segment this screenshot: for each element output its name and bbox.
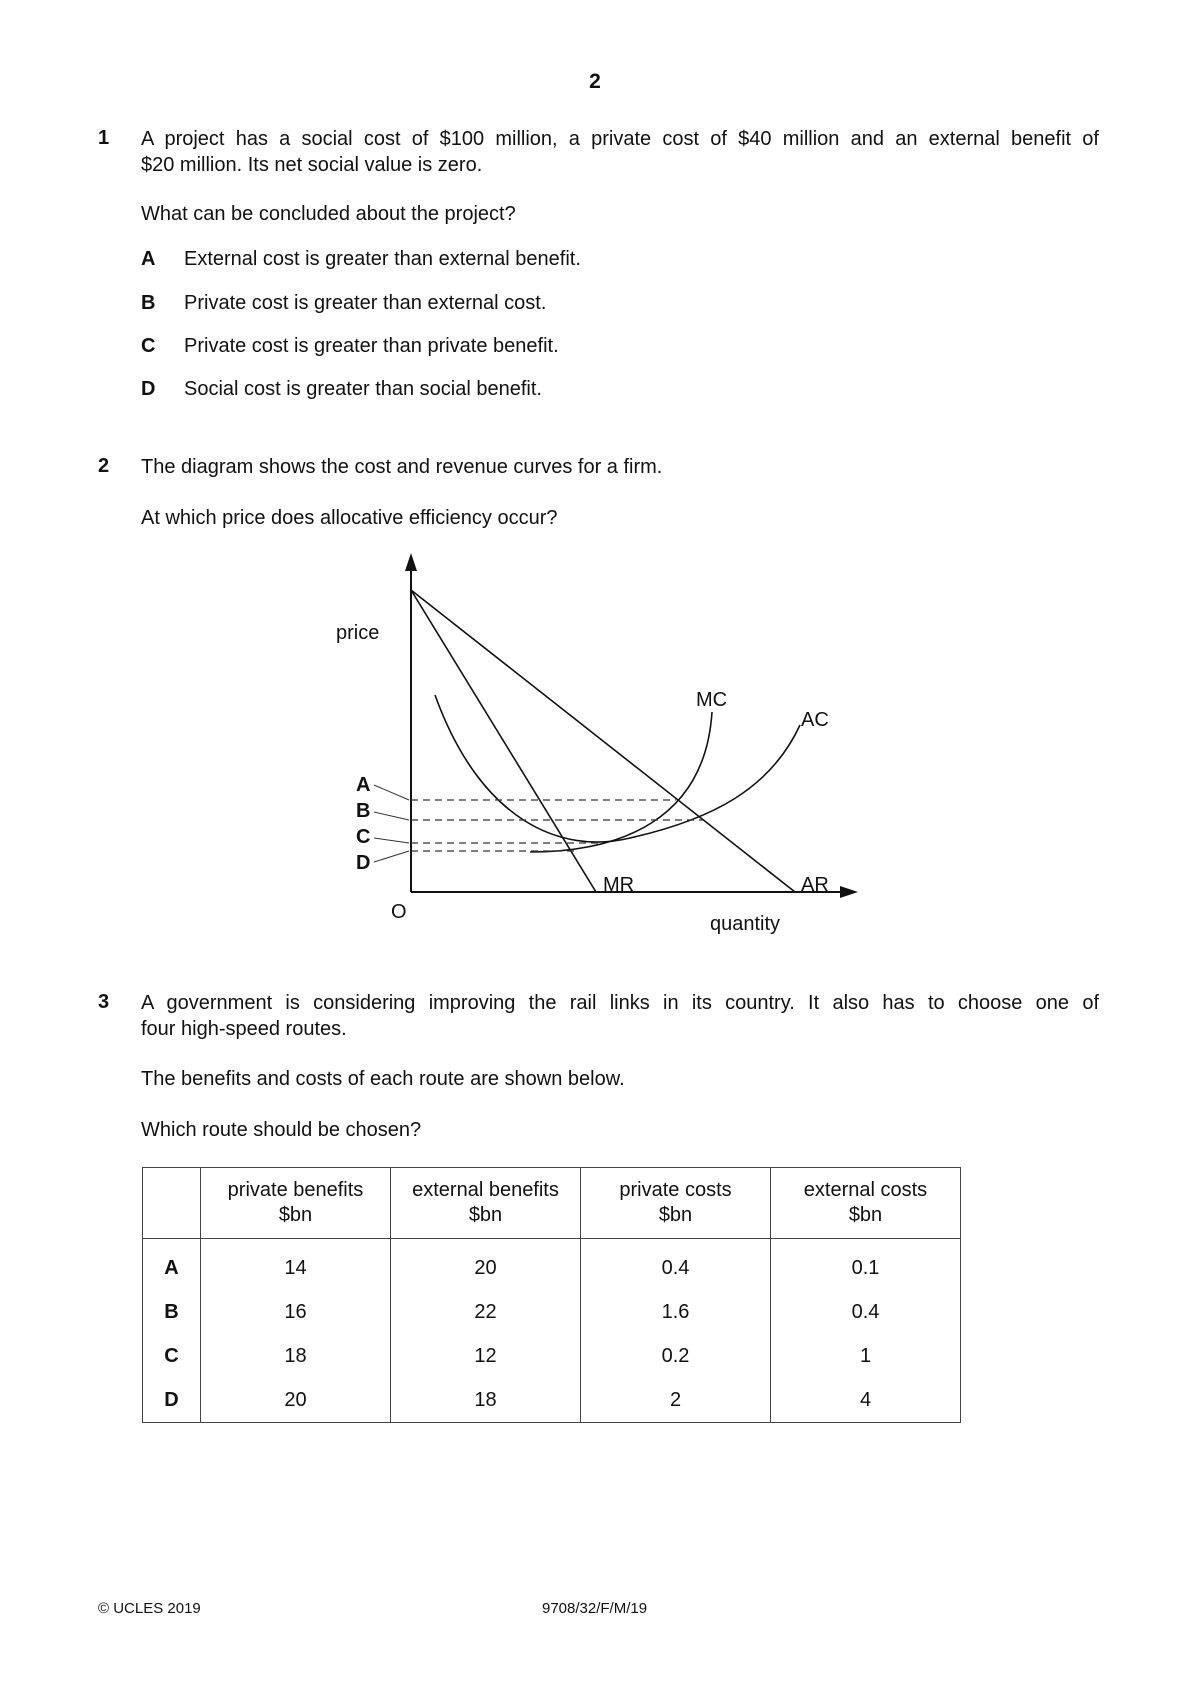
- question-2-number: 2: [98, 455, 110, 477]
- header-unit: $bn: [468, 1204, 503, 1226]
- leader-b: [374, 812, 409, 820]
- table-row: [143, 1290, 961, 1334]
- question-3-line-1: A government is considering improving the rail links in its country. It also has to choose one of: [141, 992, 1099, 1014]
- table-cell: 4: [771, 1378, 961, 1423]
- header-line: external benefits: [412, 1179, 559, 1201]
- price-label-a: A: [356, 774, 371, 796]
- footer-paper-code: 9708/32/F/M/19: [542, 1600, 648, 1617]
- option-text: Social cost is greater than social benefit.: [184, 378, 542, 400]
- question-2-prompt: At which price does allocative efficiency occur?: [141, 507, 558, 529]
- option-text: External cost is greater than external benefit.: [184, 248, 581, 270]
- footer-copyright: © UCLES 2019: [98, 1600, 201, 1617]
- option-letter: B: [141, 292, 156, 314]
- question-1-prompt: What can be concluded about the project?: [141, 203, 516, 225]
- table-cell: 0.1: [771, 1239, 961, 1291]
- row-label: A: [143, 1239, 201, 1291]
- table-cell: 20: [201, 1378, 391, 1423]
- table-row: [143, 1334, 961, 1378]
- row-label: B: [143, 1290, 201, 1334]
- table-cell: 0.2: [581, 1334, 771, 1378]
- table-header-cell: [581, 1168, 771, 1239]
- header-unit: $bn: [658, 1204, 693, 1226]
- table-cell: 18: [201, 1334, 391, 1378]
- page-number: 2: [589, 70, 601, 93]
- y-axis-arrow: [405, 553, 417, 571]
- question-1-line-2: $20 million. Its net social value is zero.: [141, 154, 483, 176]
- ac-label: AC: [801, 709, 829, 731]
- table-cell: 14: [201, 1239, 391, 1291]
- option-letter: D: [141, 378, 156, 400]
- table-cell: 18: [391, 1378, 581, 1423]
- header-unit: $bn: [848, 1204, 883, 1226]
- question-3-intro: The benefits and costs of each route are shown below.: [141, 1068, 625, 1090]
- table-header-cell: [201, 1168, 391, 1239]
- leader-a: [374, 785, 409, 800]
- table-cell: 12: [391, 1334, 581, 1378]
- table-cell: 1.6: [581, 1290, 771, 1334]
- table-cell: 20: [391, 1239, 581, 1291]
- price-label-d: D: [356, 852, 371, 874]
- ar-curve: [411, 590, 795, 892]
- table-header-row: [143, 1168, 961, 1239]
- mc-curve: [530, 712, 712, 852]
- price-label-c: C: [356, 826, 371, 848]
- table-cell: 16: [201, 1290, 391, 1334]
- table-row: [143, 1378, 961, 1423]
- y-axis-label: price: [336, 622, 380, 644]
- header-line: private benefits: [227, 1179, 364, 1201]
- question-1-number: 1: [98, 127, 110, 149]
- table-cell: 2: [581, 1378, 771, 1423]
- option-text: Private cost is greater than external cost.: [184, 292, 547, 314]
- mr-label: MR: [603, 874, 635, 896]
- option-letter: A: [141, 248, 156, 270]
- table-corner-cell: [143, 1168, 201, 1239]
- table-header-cell: [771, 1168, 961, 1239]
- table-cell: 0.4: [771, 1290, 961, 1334]
- table-cell: 22: [391, 1290, 581, 1334]
- routes-table: [142, 1167, 961, 1423]
- mc-label: MC: [696, 689, 728, 711]
- x-axis-arrow: [840, 886, 858, 898]
- table-cell: 0.4: [581, 1239, 771, 1291]
- leader-c: [374, 838, 409, 843]
- option-letter: C: [141, 335, 156, 357]
- origin-label: O: [391, 901, 407, 923]
- question-3-line-2: four high-speed routes.: [141, 1018, 347, 1040]
- row-label: D: [143, 1378, 201, 1423]
- x-axis-label: quantity: [710, 913, 781, 935]
- leader-d: [374, 851, 409, 862]
- question-1-line-1: A project has a social cost of $100 million, a private cost of $40 million and an external benefit of: [141, 128, 1099, 150]
- ar-label: AR: [801, 874, 829, 896]
- header-line: private costs: [619, 1179, 732, 1201]
- row-label: C: [143, 1334, 201, 1378]
- mr-curve: [411, 590, 596, 892]
- table-header-cell: [391, 1168, 581, 1239]
- question-3-prompt: Which route should be chosen?: [141, 1119, 422, 1141]
- table-row: [143, 1239, 961, 1291]
- question-3-number: 3: [98, 991, 110, 1013]
- question-2-line-1: The diagram shows the cost and revenue curves for a firm.: [141, 456, 663, 478]
- price-label-b: B: [356, 800, 371, 822]
- option-text: Private cost is greater than private benefit.: [184, 335, 559, 357]
- header-unit: $bn: [278, 1204, 313, 1226]
- header-line: external costs: [803, 1179, 928, 1201]
- table-cell: 1: [771, 1334, 961, 1378]
